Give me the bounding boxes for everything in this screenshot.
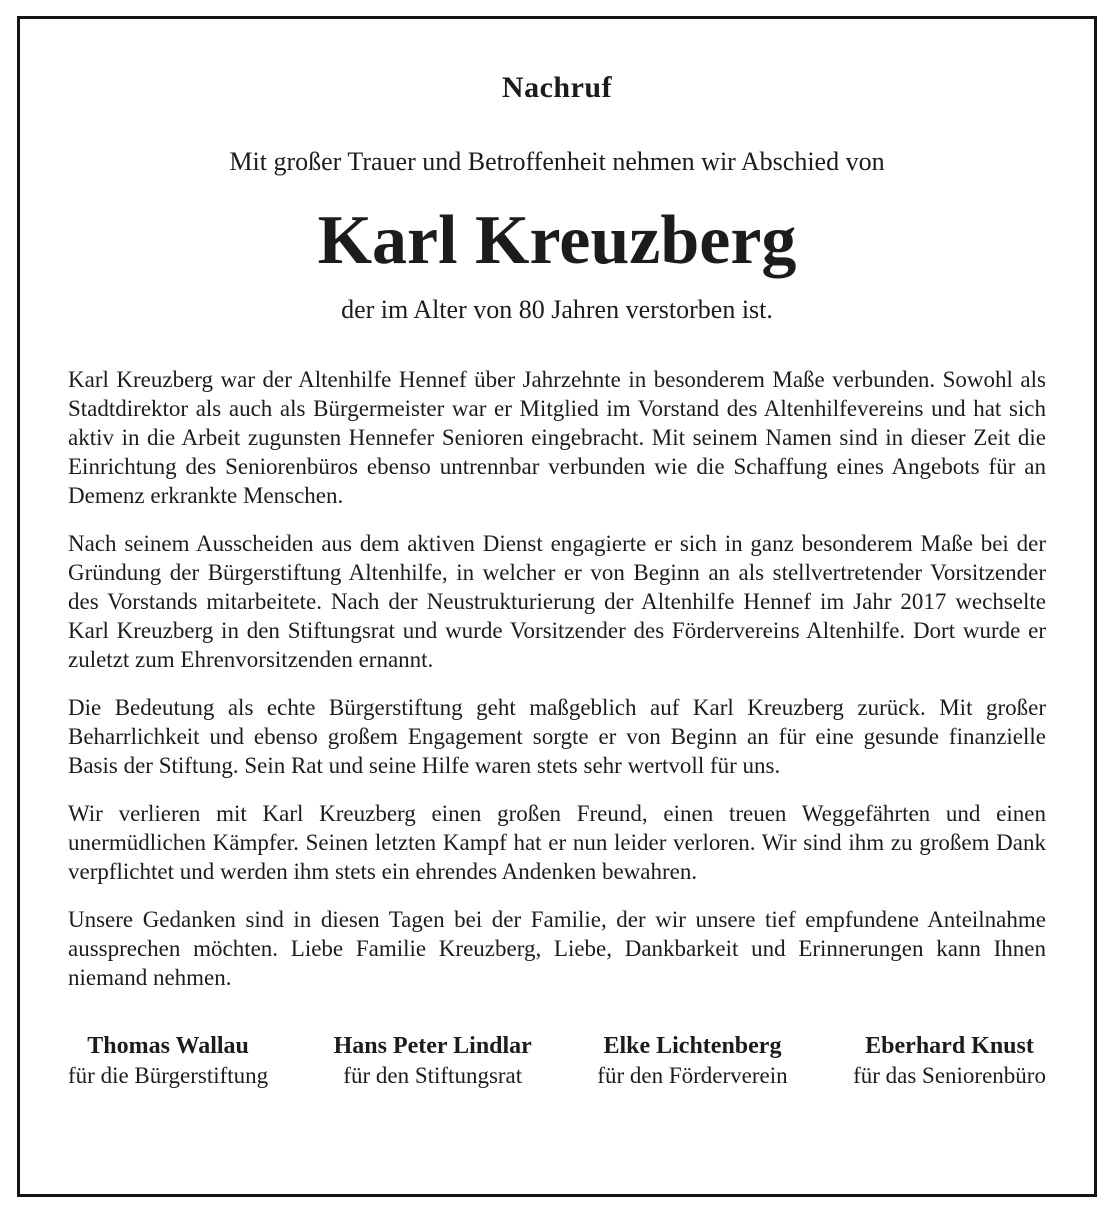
signatory-role: für die Bürgerstiftung — [68, 1062, 269, 1088]
obituary-subtitle: der im Alter von 80 Jahren verstorben ist. — [341, 294, 773, 324]
signatory-role: für den Stiftungsrat — [343, 1062, 523, 1088]
signatory-name: Eberhard Knust — [865, 1032, 1034, 1059]
signature-row — [68, 1032, 1046, 1090]
signature-block — [68, 1032, 268, 1090]
signatory-name: Elke Lichtenberg — [603, 1032, 782, 1059]
signature-block — [853, 1032, 1046, 1090]
obituary-border-frame — [17, 16, 1097, 1197]
body-paragraph: Unsere Gedanken sind in diesen Tagen bei der Familie, der wir unsere tief empfundene Anteilnahme aussprechen möchten. Liebe Familie Kreuzberg, Liebe, Dankbarkeit und Erinnerungen kann Ihnen niemand nehmen. — [68, 906, 1046, 990]
signatory-role: für den Förderverein — [597, 1062, 788, 1088]
body-paragraph: Nach seinem Ausscheiden aus dem aktiven Dienst engagierte er sich in ganz besonderem Maße bei der Gründung der Bürgerstiftung Altenhilfe, in welcher er von Beginn an als stellvertretender Vorsitzender des Vorstands mitarbeitete. Nach der Neustrukturierung der Altenhilfe Hennef im Jahr 2017 wechselte Karl Kreuzberg in den Stiftungsrat und wurde Vorsitzender des Fördervereins Altenhilfe. Dort wurde er zuletzt zum Ehrenvorsitzenden ernannt. — [68, 530, 1046, 672]
signature-block — [597, 1032, 787, 1090]
signatory-name: Thomas Wallau — [87, 1032, 249, 1059]
signatory-name: Hans Peter Lindlar — [333, 1032, 532, 1059]
body-paragraph: Die Bedeutung als echte Bürgerstiftung geht maßgeblich auf Karl Kreuzberg zurück. Mit großer Beharrlichkeit und ebenso großem Engagement sorgte er von Beginn an für eine gesunde finanzielle Basis der Stiftung. Sein Rat und seine Hilfe waren stets sehr wertvoll für uns. — [68, 694, 1046, 778]
obituary-title: Nachruf — [501, 71, 613, 104]
obituary-intro-line: Mit großer Trauer und Betroffenheit nehmen wir Abschied von — [229, 147, 885, 176]
signatory-role: für das Seniorenbüro — [853, 1062, 1046, 1088]
deceased-name: Karl Kreuzberg — [317, 202, 797, 279]
body-paragraph: Wir verlieren mit Karl Kreuzberg einen großen Freund, einen treuen Weggefährten und einen unermüdlichen Kämpfer. Seinen letzten Kampf hat er nun leider verloren. Wir sind ihm zu großem Dank verpflichtet und werden ihm stets ein ehrendes Andenken bewahren. — [68, 800, 1046, 884]
body-paragraph: Karl Kreuzberg war der Altenhilfe Hennef über Jahrzehnte in besonderem Maße verbunden. Sowohl als Stadtdirektor als auch als Bürgermeister war er Mitglied im Vorstand des Altenhilfevereins und hat sich aktiv in die Arbeit zugunsten Hennefer Senioren eingebracht. Mit seinem Namen sind in dieser Zeit die Einrichtung des Seniorenbüros ebenso untrennbar verbunden wie die Schaffung eines Angebots für an Demenz erkrankte Menschen. — [68, 366, 1046, 508]
obituary-body — [68, 365, 1046, 992]
signature-block — [334, 1032, 532, 1090]
